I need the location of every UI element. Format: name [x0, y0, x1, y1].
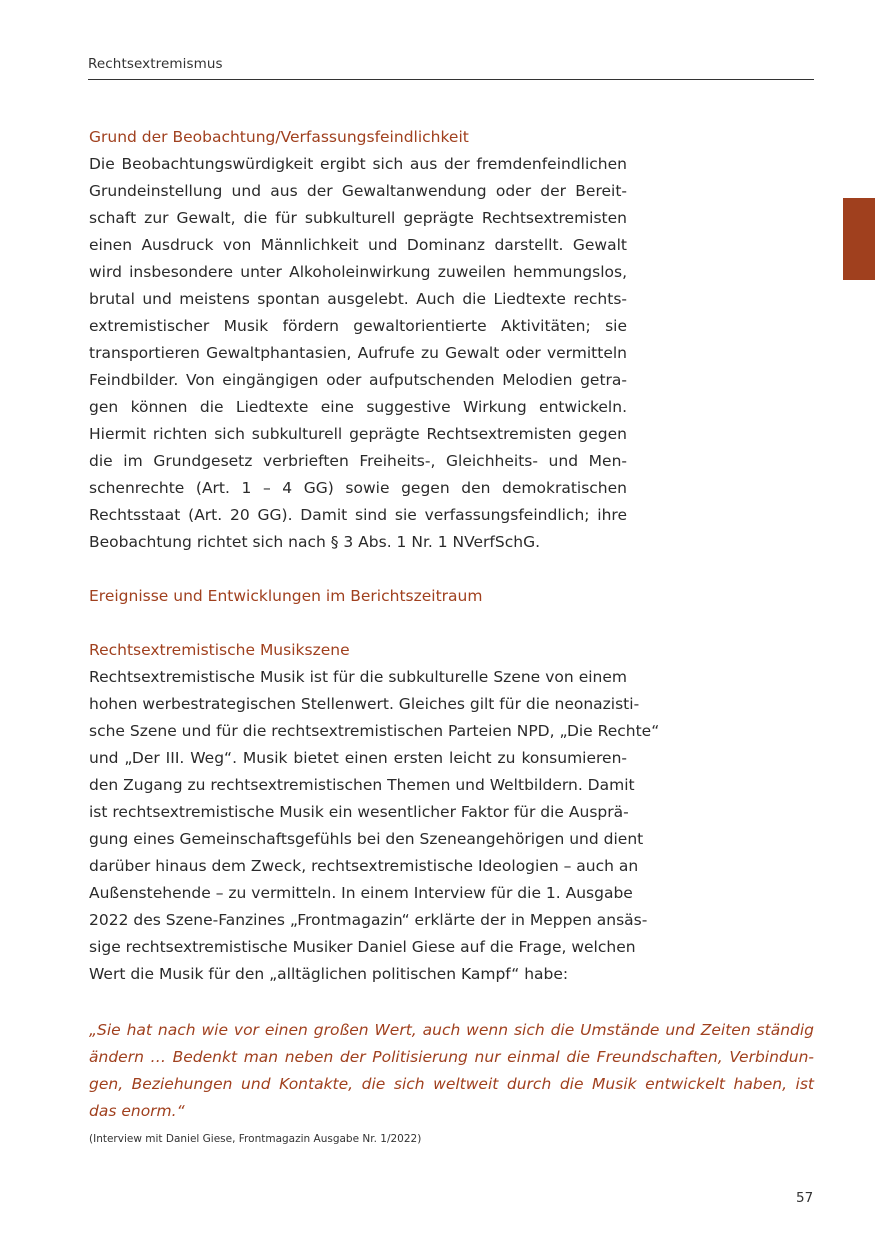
text-line: den Zugang zu rechtsextremistischen Themen und Weltbildern. Damit — [89, 776, 635, 794]
text-line: Die Beobachtungswürdigkeit ergibt sich aus der fremdenfeindlichen — [89, 155, 627, 173]
page-number: 57 — [796, 1190, 814, 1206]
text-line: Wert die Musik für den „alltäglichen politischen Kampf“ habe: — [89, 965, 569, 983]
text-line: einen Ausdruck von Männlichkeit und Dominanz darstellt. Gewalt — [89, 236, 627, 254]
paragraph-beobachtung — [89, 151, 627, 556]
chapter-tab-marker — [843, 198, 875, 280]
text-line: extremistischer Musik fördern gewaltorientierte Aktivitäten; sie — [89, 317, 627, 335]
text-line: Außenstehende – zu vermitteln. In einem Interview für die 1. Ausgabe — [89, 884, 633, 902]
running-head: Rechtsextremismus — [88, 56, 223, 72]
text-line: sche Szene und für die rechtsextremistischen Parteien NPD, „Die Rechte“ — [89, 722, 660, 740]
text-line: schaft zur Gewalt, die für subkulturell geprägte Rechtsextremisten — [89, 209, 627, 227]
text-line: die im Grundgesetz verbrieften Freiheits-, Gleichheits- und Men- — [89, 452, 627, 470]
section-heading-musikszene: Rechtsextremistische Musikszene — [89, 641, 350, 659]
section-heading-ereignisse: Ereignisse und Entwicklungen im Berichtszeitraum — [89, 587, 483, 605]
text-line: das enorm.“ — [89, 1102, 185, 1120]
text-line: darüber hinaus dem Zweck, rechtsextremistische Ideologien – auch an — [89, 857, 639, 875]
text-line: hohen werbestrategischen Stellenwert. Gleiches gilt für die neonazisti- — [89, 695, 640, 713]
text-line: „Sie hat nach wie vor einen großen Wert, auch wenn sich die Umstände und Zeiten ständig — [89, 1021, 814, 1039]
text-line: Grundeinstellung und aus der Gewaltanwendung oder der Bereit- — [89, 182, 627, 200]
section-heading-verfassungsfeindlichkeit: Grund der Beobachtung/Verfassungsfeindlichkeit — [89, 128, 469, 146]
text-line: sige rechtsextremistische Musiker Daniel Giese auf die Frage, welchen — [89, 938, 636, 956]
quote-block — [89, 1017, 814, 1125]
quote-source: (Interview mit Daniel Giese, Frontmagazin Ausgabe Nr. 1/2022) — [89, 1133, 422, 1145]
text-line: schenrechte (Art. 1 – 4 GG) sowie gegen den demokratischen — [89, 479, 627, 497]
text-line: 2022 des Szene-Fanzines „Frontmagazin“ erklärte der in Meppen ansäs- — [89, 911, 648, 929]
text-line: ändern … Bedenkt man neben der Politisierung nur einmal die Freundschaften, Verbindun- — [89, 1048, 814, 1066]
text-line: Rechtsstaat (Art. 20 GG). Damit sind sie verfassungsfeindlich; ihre — [89, 506, 627, 524]
text-line: gung eines Gemeinschaftsgefühls bei den Szeneangehörigen und dient — [89, 830, 644, 848]
text-line: ist rechtsextremistische Musik ein wesentlicher Faktor für die Ausprä- — [89, 803, 629, 821]
text-line: Feindbilder. Von eingängigen oder aufputschenden Melodien getra- — [89, 371, 627, 389]
text-line: Rechtsextremistische Musik ist für die subkulturelle Szene von einem — [89, 668, 627, 686]
text-line: transportieren Gewaltphantasien, Aufrufe zu Gewalt oder vermitteln — [89, 344, 627, 362]
text-line: wird insbesondere unter Alkoholeinwirkung zuweilen hemmungslos, — [89, 263, 627, 281]
text-line: gen können die Liedtexte eine suggestive Wirkung entwickeln. — [89, 398, 627, 416]
header-rule — [88, 79, 814, 80]
text-line: Beobachtung richtet sich nach § 3 Abs. 1 Nr. 1 NVerfSchG. — [89, 533, 541, 551]
text-line: brutal und meistens spontan ausgelebt. Auch die Liedtexte rechts- — [89, 290, 627, 308]
text-line: und „Der III. Weg“. Musik bietet einen ersten leicht zu konsumieren- — [89, 749, 627, 767]
text-line: gen, Beziehungen und Kontakte, die sich weltweit durch die Musik entwickelt haben, ist — [89, 1075, 814, 1093]
paragraph-musikszene — [89, 664, 660, 988]
text-line: Hiermit richten sich subkulturell geprägte Rechtsextremisten gegen — [89, 425, 627, 443]
